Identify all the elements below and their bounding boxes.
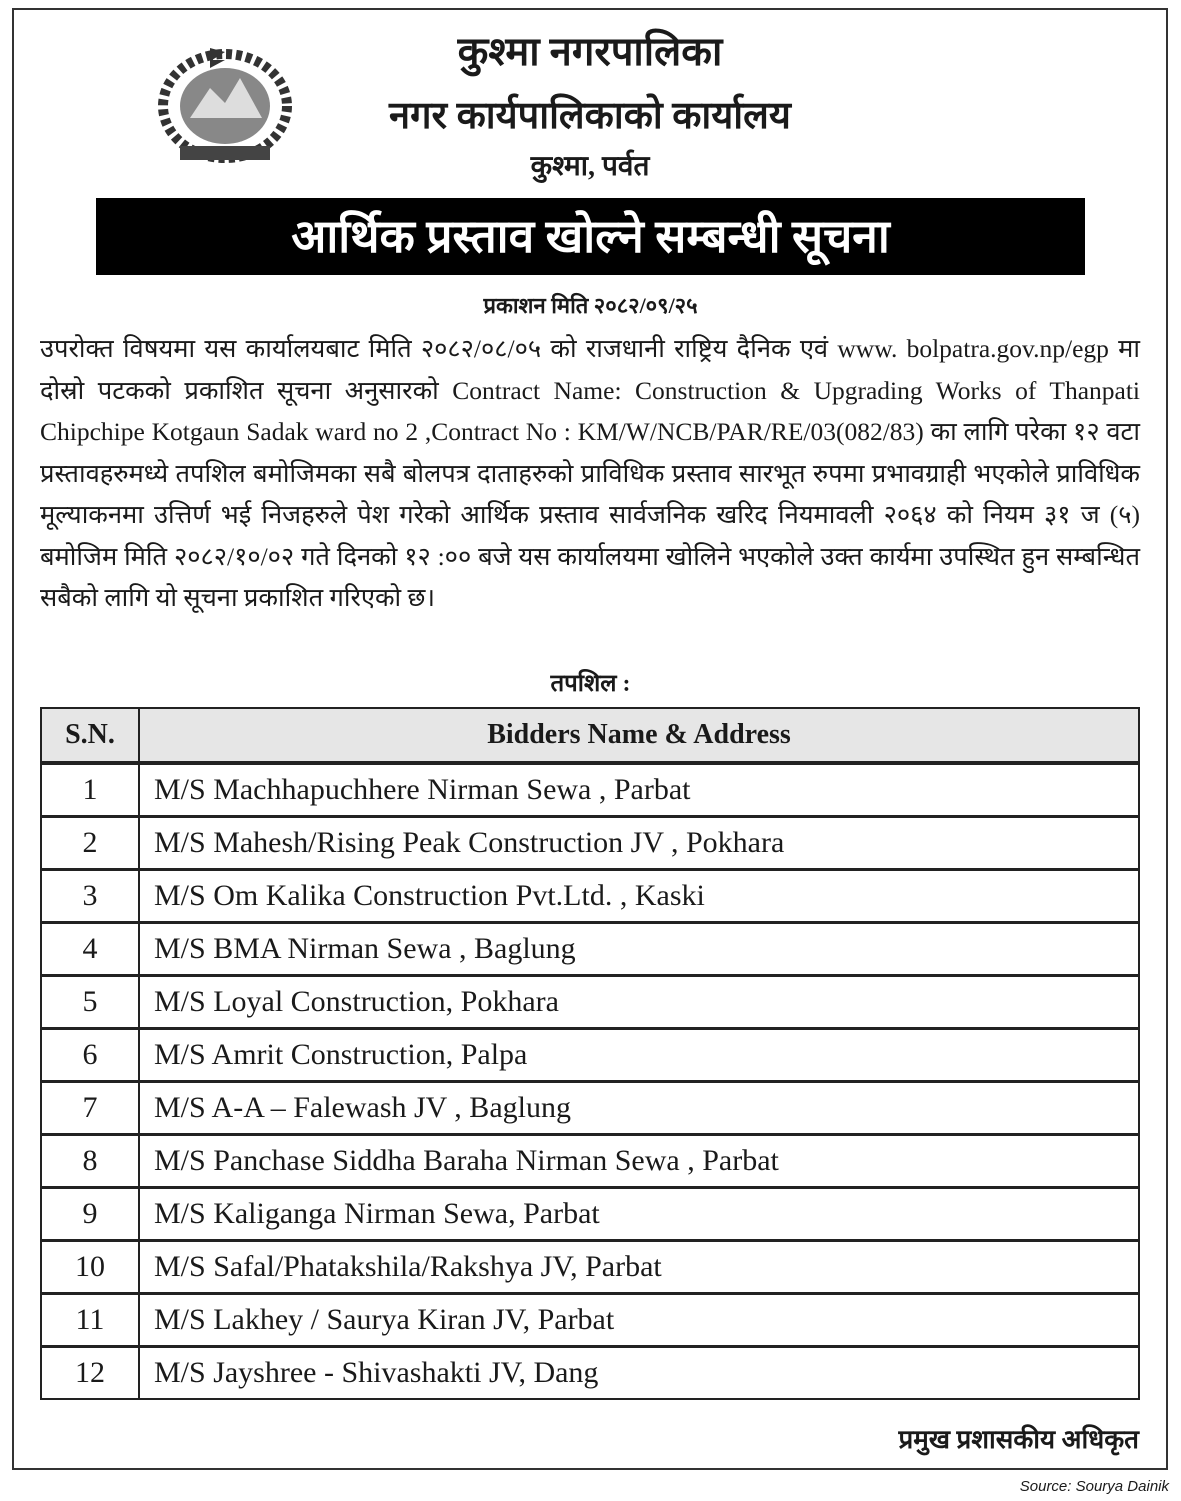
serial-number: 12 <box>41 1347 139 1400</box>
details-label: तपशिल : <box>550 671 631 697</box>
notice-title: आर्थिक प्रस्ताव खोल्ने सम्बन्धी सूचना <box>96 198 1085 275</box>
table-row <box>41 763 1139 817</box>
table-row <box>41 1135 1139 1188</box>
bidder-name: M/S Amrit Construction, Palpa <box>139 1029 1139 1082</box>
municipality-name: कुश्मा नगरपालिका <box>457 29 723 74</box>
office-location: कुश्मा, पर्वत <box>530 151 650 182</box>
bidder-name: M/S Kaliganga Nirman Sewa, Parbat <box>139 1188 1139 1241</box>
bidder-name: M/S Loyal Construction, Pokhara <box>139 976 1139 1029</box>
serial-number: 9 <box>41 1188 139 1241</box>
table-row <box>41 1347 1139 1400</box>
table-row <box>41 976 1139 1029</box>
header-bidder: Bidders Name & Address <box>139 708 1139 763</box>
bidders-table <box>40 707 1140 1400</box>
serial-number: 6 <box>41 1029 139 1082</box>
serial-number: 8 <box>41 1135 139 1188</box>
serial-number: 1 <box>41 763 139 817</box>
bidder-name: M/S A-A – Falewash JV , Baglung <box>139 1082 1139 1135</box>
notice-body: उपरोक्त विषयमा यस कार्यालयबाट मिति २०८२/०८/०५ को राजधानी राष्ट्रिय दैनिक एवं www. bolpatra.gov.np/egp मा दोस्रो पटकको प्रकाशित सूचना अनुसारको Contract Name: Construction & Upgrading Works of Thanpati Chipchipe Kotgaun Sadak ward no 2 ,Contract No : KM/W/NCB/PAR/RE/03(082/83) का लागि परेका १२ वटा प्रस्तावहरुमध्ये तपशिल बमोजिमका सबै बोलपत्र दाताहरुको प्राविधिक प्रस्ताव सारभूत रुपमा प्रभावग्राही भएकोले प्राविधिक मूल्याकनमा उत्तिर्ण भई निजहरुले पेश गरेको आर्थिक प्रस्ताव सार्वजनिक खरिद नियमावली २०६४ को नियम ३१ ज (५) बमोजिम मिति २०८२/१०/०२ गते दिनको १२ :०० बजे यस कार्यालयमा खोलिने भएकोले उक्त कार्यमा उपस्थित हुन सम्बन्धित सबैको लागि यो सूचना प्रकाशित गरिएको छ। <box>40 334 1140 612</box>
serial-number: 4 <box>41 923 139 976</box>
header-sn: S.N. <box>41 708 139 763</box>
table-header-row <box>41 708 1139 763</box>
publication-date: प्रकाशन मिति २०८२/०९/२५ <box>483 293 698 318</box>
bidder-name: M/S Lakhey / Saurya Kiran JV, Parbat <box>139 1294 1139 1347</box>
table-row <box>41 1082 1139 1135</box>
signatory: प्रमुख प्रशासकीय अधिकृत <box>898 1425 1139 1454</box>
table-row <box>41 1029 1139 1082</box>
table-row <box>41 1294 1139 1347</box>
serial-number: 5 <box>41 976 139 1029</box>
table-row <box>41 1188 1139 1241</box>
bidder-name: M/S Safal/Phatakshila/Rakshya JV, Parbat <box>139 1241 1139 1294</box>
bidder-name: M/S Jayshree - Shivashakti JV, Dang <box>139 1347 1139 1400</box>
bidder-name: M/S Panchase Siddha Baraha Nirman Sewa , Parbat <box>139 1135 1139 1188</box>
bidder-name: M/S Machhapuchhere Nirman Sewa , Parbat <box>139 763 1139 817</box>
serial-number: 3 <box>41 870 139 923</box>
bidder-name: M/S Mahesh/Rising Peak Construction JV , Pokhara <box>139 817 1139 870</box>
table-row <box>41 870 1139 923</box>
serial-number: 2 <box>41 817 139 870</box>
table-row <box>41 817 1139 870</box>
serial-number: 7 <box>41 1082 139 1135</box>
table-row <box>41 923 1139 976</box>
bidder-name: M/S BMA Nirman Sewa , Baglung <box>139 923 1139 976</box>
serial-number: 10 <box>41 1241 139 1294</box>
nepal-emblem-logo <box>150 38 300 168</box>
table-row <box>41 1241 1139 1294</box>
bidder-name: M/S Om Kalika Construction Pvt.Ltd. , Kaski <box>139 870 1139 923</box>
office-name: नगर कार्यपालिकाको कार्यालय <box>389 95 791 137</box>
serial-number: 11 <box>41 1294 139 1347</box>
source-credit: Source: Sourya Dainik <box>1019 1478 1169 1495</box>
